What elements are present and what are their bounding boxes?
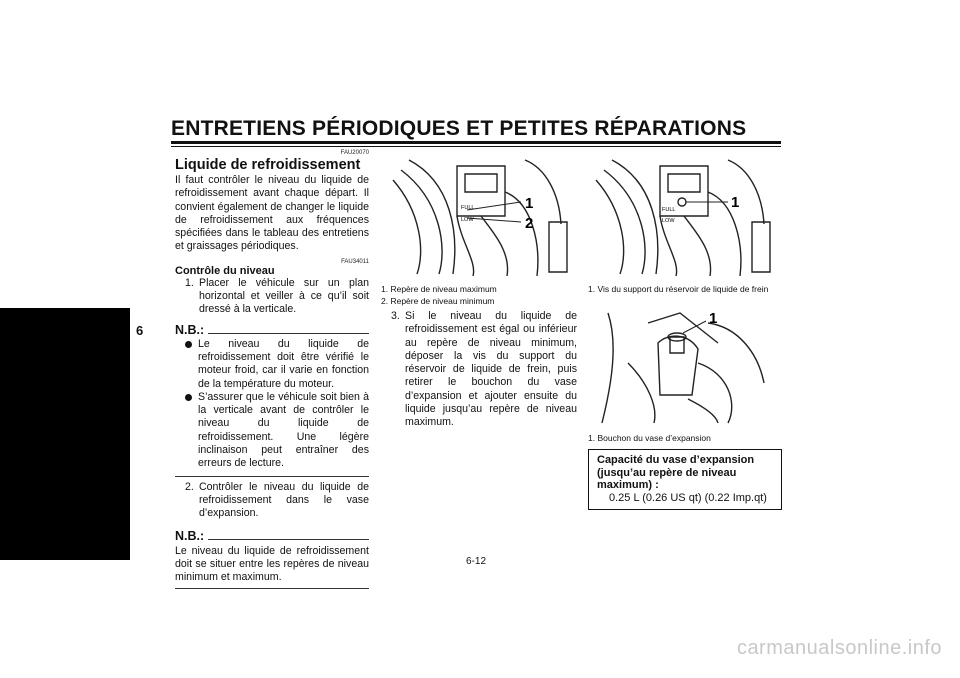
subsection-heading: Contrôle du niveau — [175, 264, 275, 277]
step-3-number: 3. — [391, 310, 400, 322]
figure-caption: 1. Bouchon du vase d’expansion — [588, 432, 711, 443]
column-1 — [175, 150, 369, 589]
note-end-rule — [175, 588, 369, 589]
note-block-1 — [175, 323, 369, 337]
figure-callout-1: 1 — [731, 194, 740, 211]
step-2-number: 2. — [185, 480, 194, 493]
figure-callout-1: 1 — [525, 195, 534, 212]
figure-callout-2: 2 — [525, 215, 534, 232]
figure-mark-low: LOW — [662, 218, 675, 224]
note-label: N.B.: — [175, 322, 205, 337]
figure-mark-full: FULL — [662, 207, 676, 213]
expansion-tank-cap-figure — [588, 303, 782, 425]
coolant-reservoir-figure — [381, 152, 577, 276]
figure-mark-low: LOW — [461, 217, 474, 223]
step-2-text: Contrôler le niveau du liquide de refroidissement dans le vase d’expansion. — [199, 480, 369, 520]
capacity-spec-box — [588, 449, 782, 510]
page-title: ENTRETIENS PÉRIODIQUES ET PETITES RÉPARATIONS — [171, 117, 747, 140]
bullet-icon — [185, 341, 192, 348]
step-3 — [381, 310, 577, 430]
title-rule-thick — [171, 141, 781, 144]
capacity-spec-title: Capacité du vase d’expansion (jusqu’au repère de niveau maximum) : — [597, 454, 755, 491]
section-code: FAU20070 — [340, 150, 369, 156]
chapter-tab-number: 6 — [136, 323, 144, 338]
intro-paragraph: Il faut contrôler le niveau du liquide de refroidissement avant chaque départ. Il convient également de changer le liquide de refroidissement aux fréquences spécifiées dans le tableau des entretiens et graissages périodiques. — [175, 174, 369, 253]
note-2-text: Le niveau du liquide de refroidissement doit se situer entre les repères de niveau minimum et maximum. — [175, 544, 369, 584]
capacity-spec-value: 0.25 L (0.26 US qt) (0.22 Imp.qt) — [609, 491, 767, 504]
note-bullet-text: S’assurer que le véhicule soit bien à la verticale avant de contrôler le niveau du liquide de refroidissement. Une légère inclinaison peut entraîner des erreurs de lecture. — [198, 390, 369, 470]
note-rule — [208, 539, 369, 540]
step-1 — [175, 277, 369, 317]
note-block-2 — [175, 529, 369, 543]
note-rule — [208, 333, 369, 334]
title-rule-thin — [171, 146, 781, 147]
step-3-text: Si le niveau du liquide de refroidissement est égal ou inférieur au repère de niveau minimum, déposer la vis du support du réservoir de liquide de frein, puis retirer le bouchon du vase d’expansion et ajouter ensuite du liquide jusqu’au repère de niveau maximum. — [405, 310, 577, 429]
figure-callout-1: 1 — [709, 309, 718, 327]
step-1-number: 1. — [185, 276, 194, 289]
step-2 — [175, 481, 369, 521]
brake-reservoir-bracket-figure — [588, 152, 782, 276]
note-end-rule — [175, 476, 369, 477]
note-bullet-text: Le niveau du liquide de refroidissement doit être vérifié le moteur froid, car il varie en fonction de la température du moteur. — [198, 337, 369, 390]
column-3 — [588, 152, 782, 510]
bullet-icon — [185, 394, 192, 401]
figure-caption-1: 1. Repère de niveau maximum — [381, 284, 497, 294]
figure-caption-2: 2. Repère de niveau minimum — [381, 295, 495, 306]
page-number: 6-12 — [466, 556, 487, 567]
watermark: carmanualsonline.info — [736, 637, 942, 659]
subsection-code: FAU34011 — [341, 258, 369, 265]
note-bullet-item — [185, 338, 369, 391]
note-bullets — [175, 338, 369, 471]
chapter-tab-bar — [0, 308, 130, 560]
figure-caption: 1. Vis du support du réservoir de liquide de frein — [588, 284, 769, 294]
section-heading: Liquide de refroidissement — [175, 157, 361, 173]
figure-mark-full: FULL — [461, 205, 475, 211]
note-label: N.B.: — [175, 528, 205, 543]
step-1-text: Placer le véhicule sur un plan horizontal et veiller à ce qu’il soit dressé à la verticale. — [199, 276, 369, 316]
column-2 — [381, 152, 577, 430]
note-bullet-item — [185, 391, 369, 471]
